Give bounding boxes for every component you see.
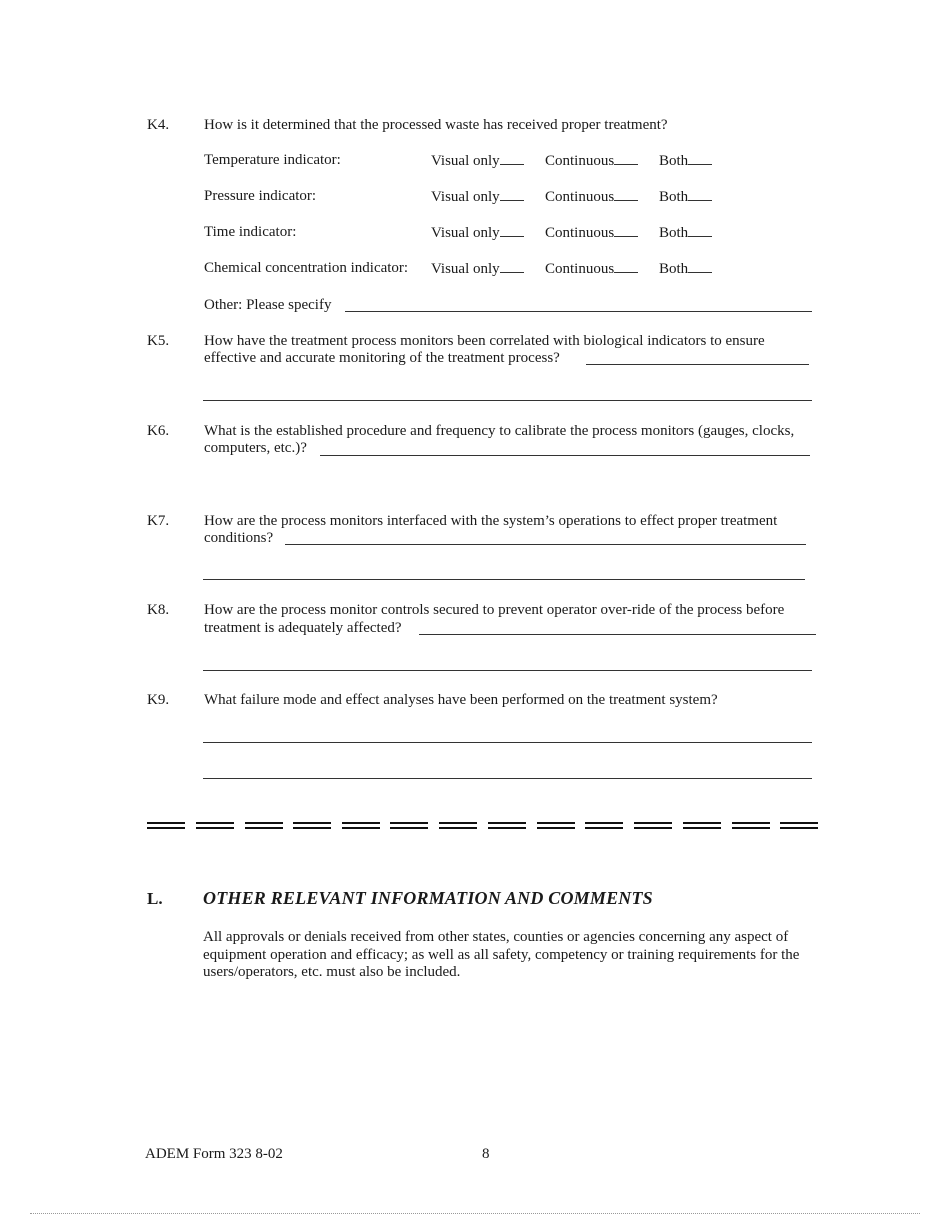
section-letter: L. — [147, 889, 163, 908]
answer-line[interactable] — [203, 742, 812, 743]
section-paragraph: All approvals or denials received from other states, counties or agencies concerning any aspect of equipment operation and efficacy; as well as all safety, competency or training requirements for the users/operators, etc. must also be included. — [203, 929, 800, 980]
indicator-label: Chemical concentration indicator: — [204, 260, 409, 276]
answer-blank[interactable] — [688, 152, 712, 165]
indicator-label: Temperature indicator: — [204, 152, 341, 168]
question-text-k8: How are the process monitor controls secured to prevent operator over-ride of the process before — [204, 602, 785, 618]
question-number-k6: K6. — [147, 423, 170, 439]
divider-dash — [439, 822, 477, 829]
other-specify-line[interactable] — [345, 311, 812, 312]
question-number-k9: K9. — [147, 692, 170, 708]
answer-blank[interactable] — [500, 188, 524, 201]
question-number-k4: K4. — [147, 117, 170, 133]
question-text-k5: How have the treatment process monitors been correlated with biological indicators to ensure — [204, 333, 765, 349]
divider-dash — [196, 822, 234, 829]
both-option[interactable]: Both — [659, 260, 712, 278]
question-text-k6-cont: computers, etc.)? — [204, 440, 307, 456]
answer-line[interactable] — [586, 364, 809, 365]
answer-blank[interactable] — [500, 260, 524, 273]
answer-line[interactable] — [320, 455, 810, 456]
answer-line[interactable] — [203, 670, 812, 671]
visual-only-option[interactable]: Visual only — [431, 260, 524, 278]
question-text-k5-cont: effective and accurate monitoring of the treatment process? — [204, 350, 560, 366]
both-option[interactable]: Both — [659, 224, 712, 242]
divider-dash — [634, 822, 672, 829]
question-text-k9: What failure mode and effect analyses have been performed on the treatment system? — [204, 692, 718, 708]
divider-dash — [585, 822, 623, 829]
divider-dash — [293, 822, 331, 829]
form-identifier: ADEM Form 323 8-02 — [145, 1146, 283, 1162]
visual-only-option[interactable]: Visual only — [431, 188, 524, 206]
answer-line[interactable] — [203, 778, 812, 779]
question-number-k7: K7. — [147, 513, 170, 529]
continuous-option[interactable]: Continuous — [545, 152, 638, 170]
divider-dash — [342, 822, 380, 829]
answer-line[interactable] — [203, 400, 812, 401]
divider-dash — [732, 822, 770, 829]
answer-blank[interactable] — [614, 260, 638, 273]
answer-blank[interactable] — [614, 152, 638, 165]
answer-blank[interactable] — [500, 224, 524, 237]
answer-blank[interactable] — [614, 224, 638, 237]
indicator-label: Time indicator: — [204, 224, 297, 240]
indicator-label: Pressure indicator: — [204, 188, 317, 204]
scan-edge — [30, 1213, 920, 1214]
question-text-k8-cont: treatment is adequately affected? — [204, 620, 402, 636]
continuous-option[interactable]: Continuous — [545, 224, 638, 242]
question-text-k6: What is the established procedure and frequency to calibrate the process monitors (gauges, clocks, — [204, 423, 795, 439]
answer-line[interactable] — [203, 579, 805, 580]
divider-dash — [488, 822, 526, 829]
answer-blank[interactable] — [688, 260, 712, 273]
divider-dash — [780, 822, 818, 829]
divider-dash — [537, 822, 575, 829]
divider-dash — [683, 822, 721, 829]
visual-only-option[interactable]: Visual only — [431, 224, 524, 242]
continuous-option[interactable]: Continuous — [545, 260, 638, 278]
continuous-option[interactable]: Continuous — [545, 188, 638, 206]
answer-blank[interactable] — [500, 152, 524, 165]
answer-blank[interactable] — [688, 224, 712, 237]
other-specify-label: Other: Please specify — [204, 297, 332, 313]
answer-line[interactable] — [419, 634, 816, 635]
answer-line[interactable] — [285, 544, 806, 545]
both-option[interactable]: Both — [659, 188, 712, 206]
divider-dash — [390, 822, 428, 829]
answer-blank[interactable] — [614, 188, 638, 201]
question-text-k4: How is it determined that the processed waste has received proper treatment? — [204, 117, 668, 133]
divider-dash — [147, 822, 185, 829]
section-title: OTHER RELEVANT INFORMATION AND COMMENTS — [203, 888, 653, 908]
both-option[interactable]: Both — [659, 152, 712, 170]
question-text-k7-cont: conditions? — [204, 530, 274, 546]
page-number: 8 — [482, 1146, 490, 1162]
question-number-k5: K5. — [147, 333, 170, 349]
divider-dash — [245, 822, 283, 829]
question-text-k7: How are the process monitors interfaced with the system’s operations to effect proper treatment — [204, 513, 778, 529]
answer-blank[interactable] — [688, 188, 712, 201]
question-number-k8: K8. — [147, 602, 170, 618]
visual-only-option[interactable]: Visual only — [431, 152, 524, 170]
